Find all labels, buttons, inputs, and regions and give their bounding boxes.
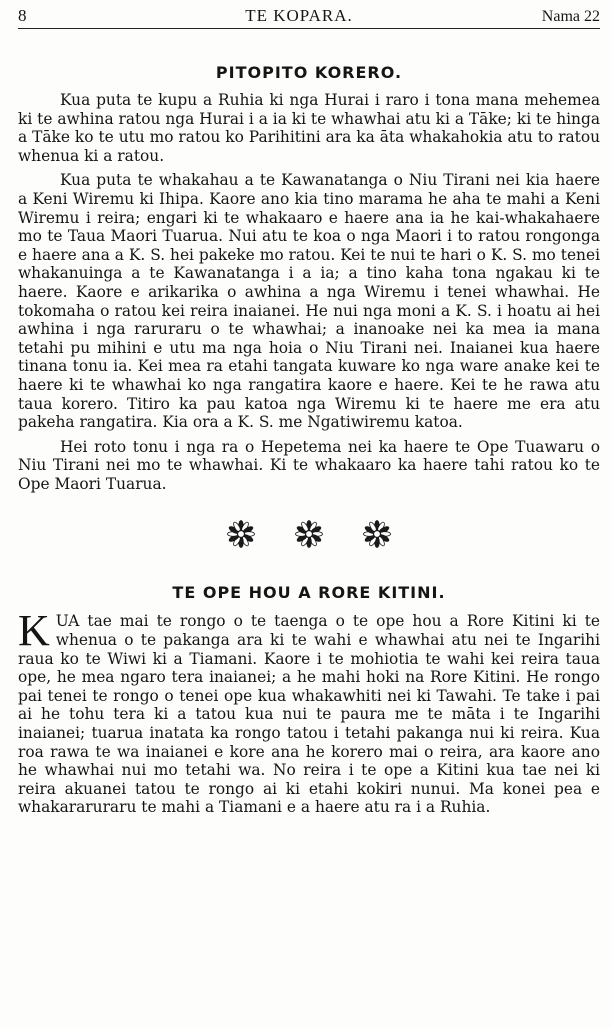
paragraph: Kua puta te whakahau a te Kawanatanga o Niu Tirani nei kia haere a Keni Wiremu ki Ihipa. Kaore ano kia tino marama he aha te mahi a Keni Wiremu i reira; engari ki te whakaaro e haere ana ia he kai-whakahaere mo te Taua Maori Tuarua. Nui atu te koa o nga Maori i to ratou rongonga e haere ana a K. S. hei pakeke mo ratou. Kei te nui te hari o K. S. mo tenei whakanuinga a te Kawanatanga i a ia; a tino kaha tona ngakau ki te haere. Kaore e arikarika o awhina a nga Wiremu i tenei whawhai. He tokomaha o ratou kei reira inaianei. He nui nga moni a K. S. i hoatu ai hei awhina i nga raruraru o te whawhai; a inanoake nei ka mea ia mana tetahi pu mihini e utu ma nga hoia o Niu Tirani nei. Inaianei kua haere tinana tonu ia. Kei mea ra etahi tangata kuware ko nga ware anake kei te haere ki te whawhai ko nga rangatira kaore e haere. Kei te he rawa atu taua korero. Titiro ka pau katoa nga Wiremu ki te haere me era atu pakeha rangatira. Kia ora a K. S. me Ngatiwiremu katoa. [18,171,600,432]
paragraph-with-drop-cap [18,606,600,817]
running-header [18,0,600,26]
header-rule [18,28,600,29]
drop-cap: K [18,606,50,656]
issue-number: Nama 22 [541,8,600,25]
section-title-news: PITOPITO KORERO. [215,63,403,82]
section-title-kitchener: TE OPE HOU A RORE KITINI. [172,583,446,603]
flower-ornament-icon [362,519,392,549]
journal-title: TE KOPARA. [245,6,353,25]
page-number: 8 [18,6,27,25]
ornament-divider [18,519,600,553]
flower-ornament-icon [226,519,256,549]
flower-ornament-icon [294,519,324,549]
paragraph: Kua puta te kupu a Ruhia ki nga Hurai i raro i tona mana mehemea ki te awhina ratou nga Hurai i a ia ki te whawhai atu ki a Tāke; ki te hinga a Tāke ko te utu mo ratou ko Parihitini ara ka āta whakahokia atu to ratou whenua ki a ratou. [18,91,600,165]
section-news-body [18,91,600,493]
paragraph: Hei roto tonu i nga ra o Hepetema nei ka haere te Ope Tuawaru o Niu Tirani nei mo te whawhai. Ki te whakaaro ka haere tahi ratou ko te Ope Maori Tuarua. [18,437,600,493]
section-kitchener-body [18,606,600,817]
paragraph-text: UA tae mai te rongo o te taenga o te ope hou a Rore Kitini ki te whenua o te pakanga ara ki te wahi e whawhai atu nei te Ingarihi raua ko te Wiwi ki a Tiamani. Kaore i te mohiotia te wahi kei reira taua ope, he mea ngaro tera inaianei; a he mahi hoki na Rore Kitini. He rongo pai tenei te rongo o tenei ope kua whakawhiti nei ki Tawahi. Te take i pai ai he tohu tera ki a tatou kua nui te paura me te māta i te Ingarihi inaianei; tuarua inatata ka rongo tatou i tetahi pakanga nui ki reira. Kua roa rawa te wa inaianei e kore ana he korero mai o reira, ara kaore ano he whawhai nui mo tetahi wa. No reira i te ope a Kitini kua tae nei ki reira akuanei tatou te rongo ai ki etahi kokiri nunui. Ma konei pea e whakararuraru te mahi a Tiamani e a haere atu ra i a Ruhia. [18,612,600,817]
